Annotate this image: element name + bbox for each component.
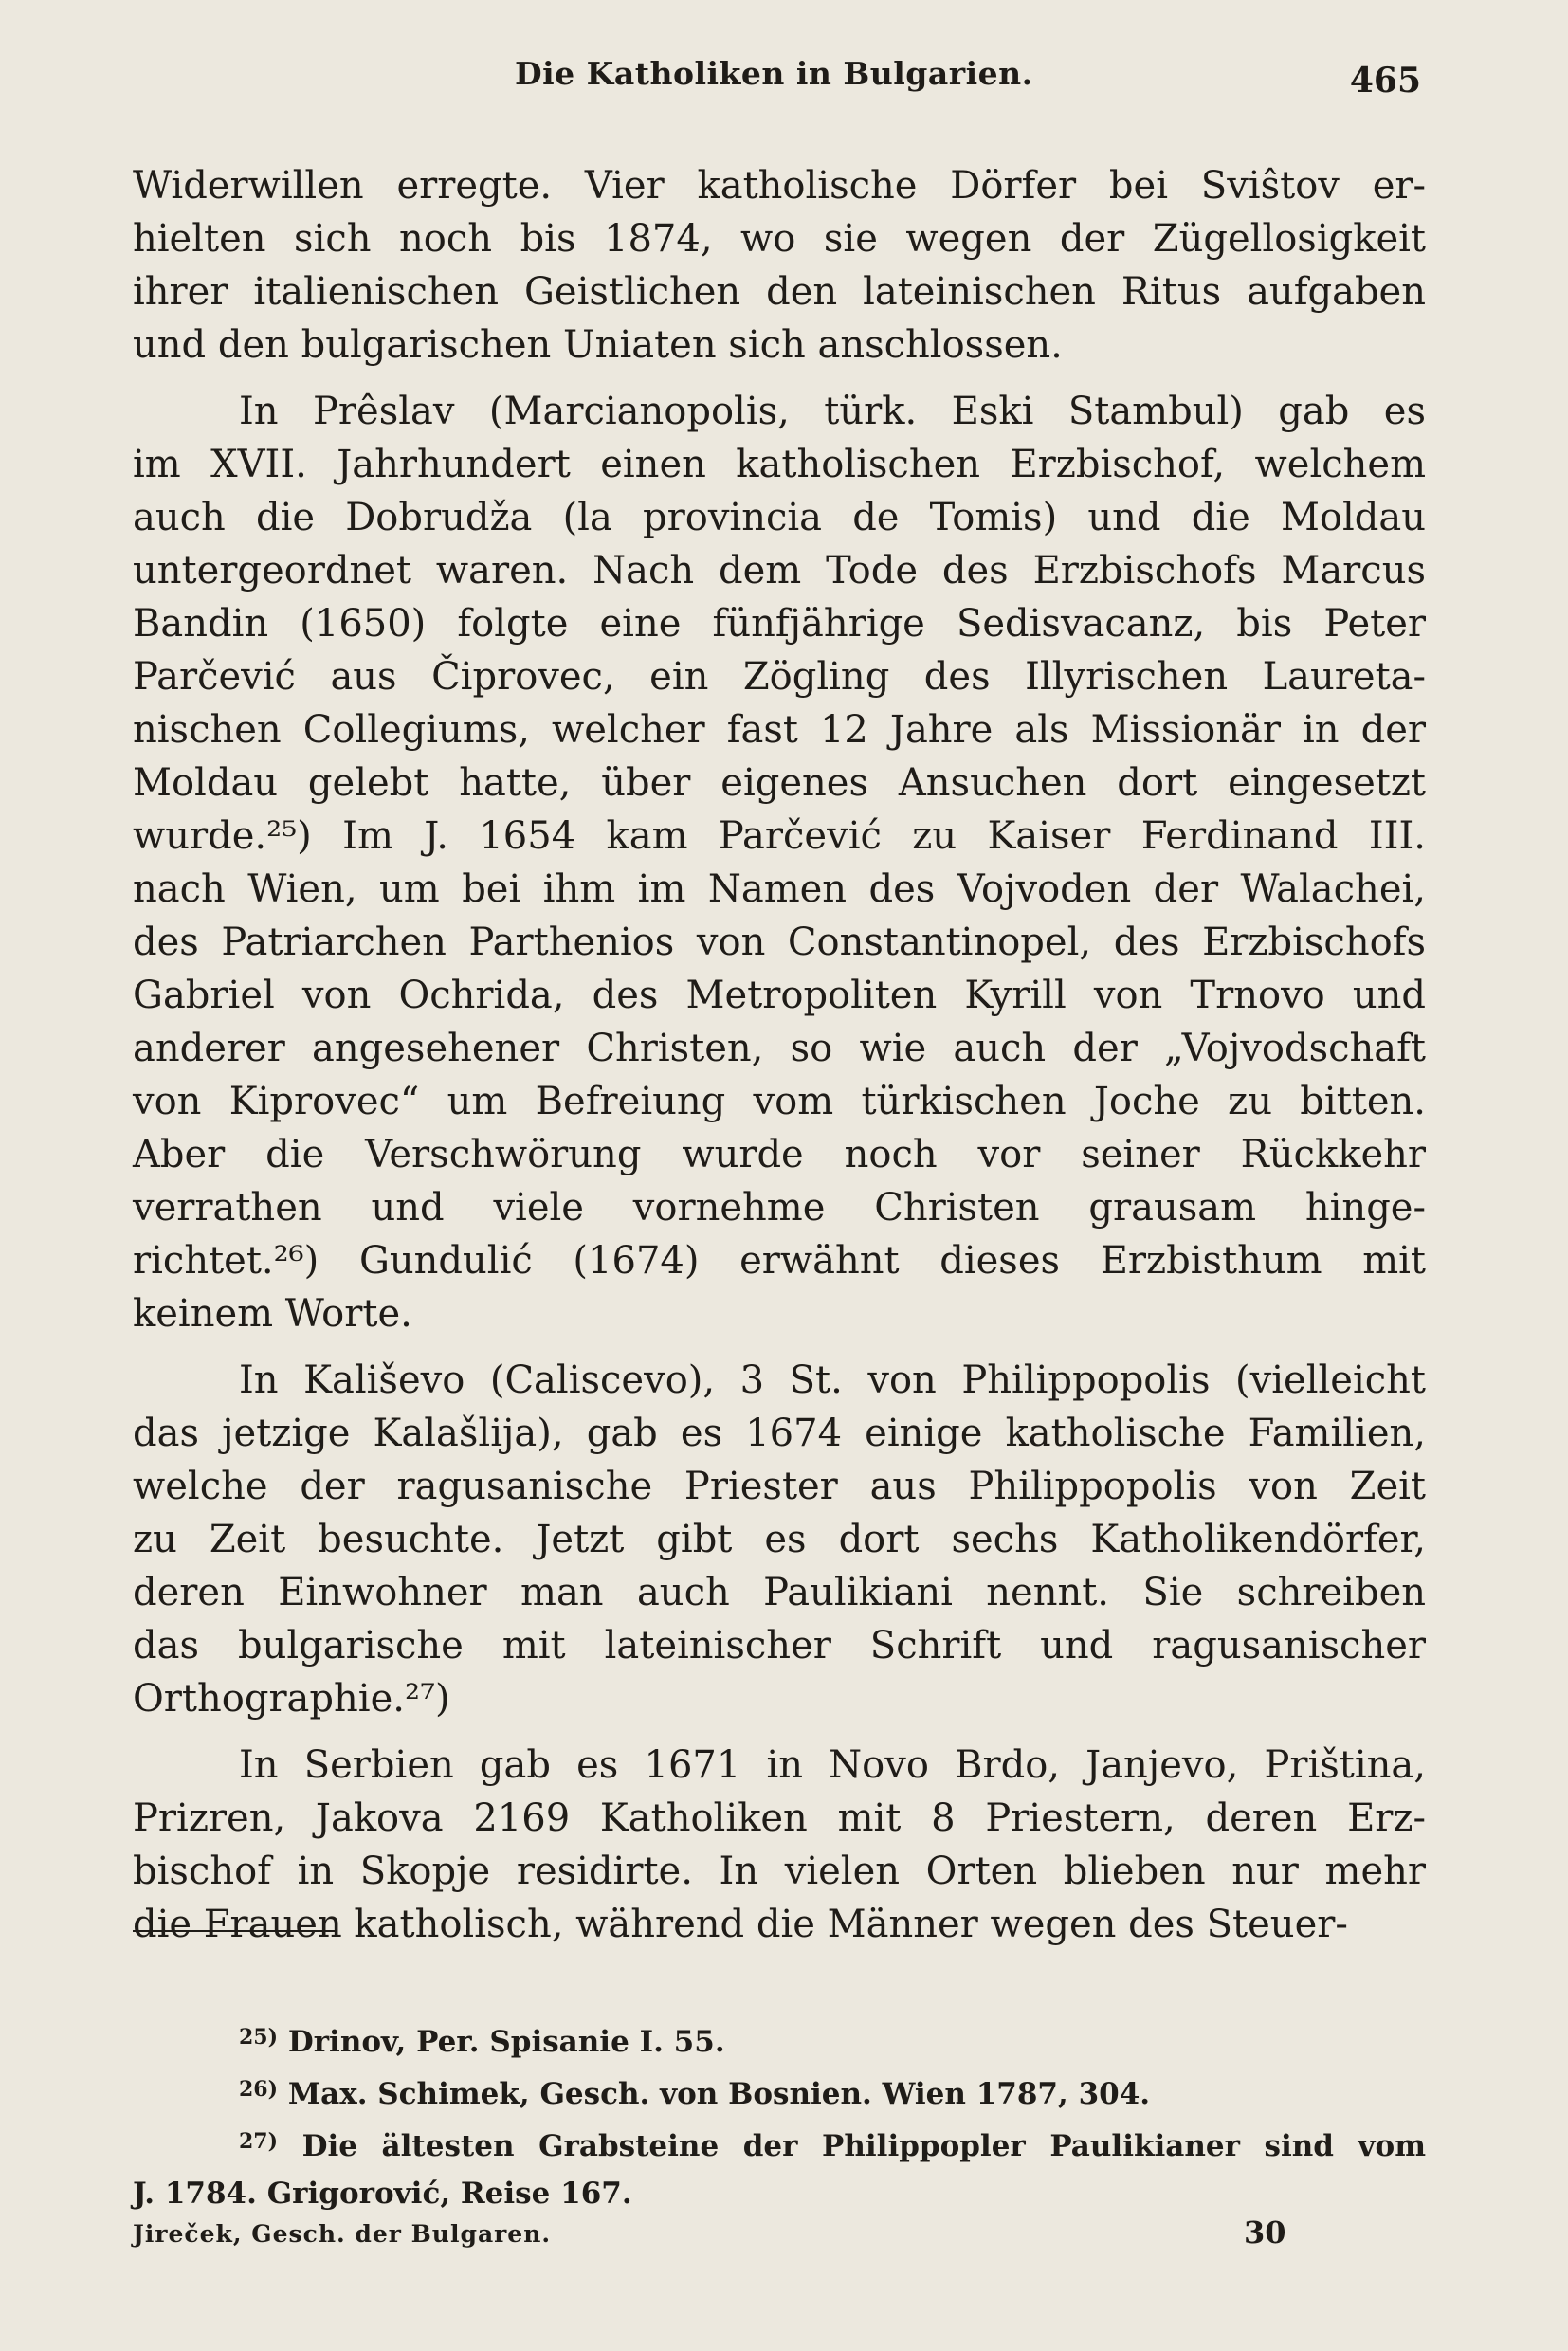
footnote-divider [133,1930,337,1932]
paragraph [133,159,1426,372]
text-line: Bandin (1650) folgte eine fünfjährige Sedisvacanz, bis Peter [133,602,1426,646]
page-header [0,55,1568,112]
footnote-line [133,2014,1426,2066]
footnote [133,2118,1426,2217]
footnote [133,2014,1426,2066]
text-line: das jetzige Kalašlija), gab es 1674 einige katholische Familien, [133,1412,1426,1455]
text-line: verrathen und viele vornehme Christen grausam hinge- [133,1186,1426,1230]
footnote-number: 26) [239,2077,279,2102]
footnote-line [133,2118,1426,2170]
text-line: welche der ragusanische Priester aus Philippopolis von Zeit [133,1465,1426,1508]
text-line: Moldau gelebt hatte, über eigenes Ansuchen dort eingesetzt [133,761,1426,805]
text-line: des Patriarchen Parthenios von Constantinopel, des Erzbischofs [133,920,1426,964]
text-line: Orthographie.²⁷) [133,1677,450,1721]
text-line: untergeordnet waren. Nach dem Tode des Erzbischofs Marcus [133,549,1426,592]
paragraph [133,1739,1426,1951]
text-line: ihrer italienischen Geistlichen den lateinischen Ritus aufgaben [133,270,1426,314]
footnote-number: 27) [239,2129,279,2154]
text-line: Gabriel von Ochrida, des Metropoliten Kyrill von Trnovo und [133,974,1426,1017]
page-number: 465 [1349,61,1421,100]
footnote-line: J. 1784. Grigorović, Reise 167. [133,2177,632,2211]
footnote-text: Max. Schimek, Gesch. von Bosnien. Wien 1787, 304. [287,2077,1151,2111]
text-line: bischof in Skopje residirte. In vielen Orten blieben nur mehr [133,1850,1426,1893]
text-line: deren Einwohner man auch Paulikiani nennt. Sie schreiben [133,1571,1426,1614]
text-line: und den bulgarischen Uniaten sich anschlossen. [133,323,1063,367]
sheet-number: 30 [1244,2214,1286,2251]
text-line: anderer angesehener Christen, so wie auch der „Vojvodschaft [133,1027,1426,1070]
paragraph [133,385,1426,1340]
text-line: hielten sich noch bis 1874, wo sie wegen der Zügellosigkeit [133,217,1426,261]
text-line: In Kališevo (Caliscevo), 3 St. von Philippopolis (vielleicht [239,1358,1426,1402]
text-line: zu Zeit besuchte. Jetzt gibt es dort sechs Katholikendörfer, [133,1518,1426,1561]
text-line: nach Wien, um bei ihm im Namen des Vojvoden der Walachei, [133,867,1426,911]
footnote-text: Drinov, Per. Spisanie I. 55. [287,2025,725,2059]
text-line: von Kiprovec“ um Befreiung vom türkischen Joche zu bitten. [133,1080,1426,1123]
text-line: im XVII. Jahrhundert einen katholischen Erzbischof, welchem [133,443,1426,486]
text-line: Prizren, Jakova 2169 Katholiken mit 8 Priestern, deren Erz- [133,1796,1426,1840]
text-line: Parčević aus Čiprovec, ein Zögling des Illyrischen Laureta- [133,655,1426,699]
text-line: wurde.²⁵) Im J. 1654 kam Parčević zu Kaiser Ferdinand III. [133,814,1426,858]
text-line: die Frauen katholisch, während die Männer wegen des Steuer- [133,1903,1348,1946]
body-text [133,159,1426,1964]
text-line: In Serbien gab es 1671 in Novo Brdo, Janjevo, Priština, [239,1743,1426,1787]
paragraph [133,1354,1426,1725]
signature-line: Jireček, Gesch. der Bulgaren. [133,2220,552,2248]
text-line: nischen Collegiums, welcher fast 12 Jahre als Missionär in der [133,708,1426,752]
text-line: keinem Worte. [133,1292,412,1336]
footnote-number: 25) [239,2025,279,2050]
text-line: das bulgarische mit lateinischer Schrift und ragusanischer [133,1624,1426,1668]
text-line: Aber die Verschwörung wurde noch vor seiner Rückkehr [133,1133,1426,1176]
footnote-line [133,2066,1426,2118]
footnotes [133,2014,1426,2217]
text-line: richtet.²⁶) Gundulić (1674) erwähnt dieses Erzbisthum mit [133,1239,1426,1283]
footnote [133,2066,1426,2118]
text-line: auch die Dobrudža (la provincia de Tomis) und die Moldau [133,496,1426,539]
text-line: In Prêslav (Marcianopolis, türk. Eski Stambul) gab es [239,390,1426,433]
running-title: Die Katholiken in Bulgarien. [515,55,1033,92]
text-line: Widerwillen erregte. Vier katholische Dörfer bei Sviŝtov er- [133,164,1426,208]
footnote-text: Die ältesten Grabsteine der Philippopler Paulikianer sind vom [301,2129,1426,2163]
